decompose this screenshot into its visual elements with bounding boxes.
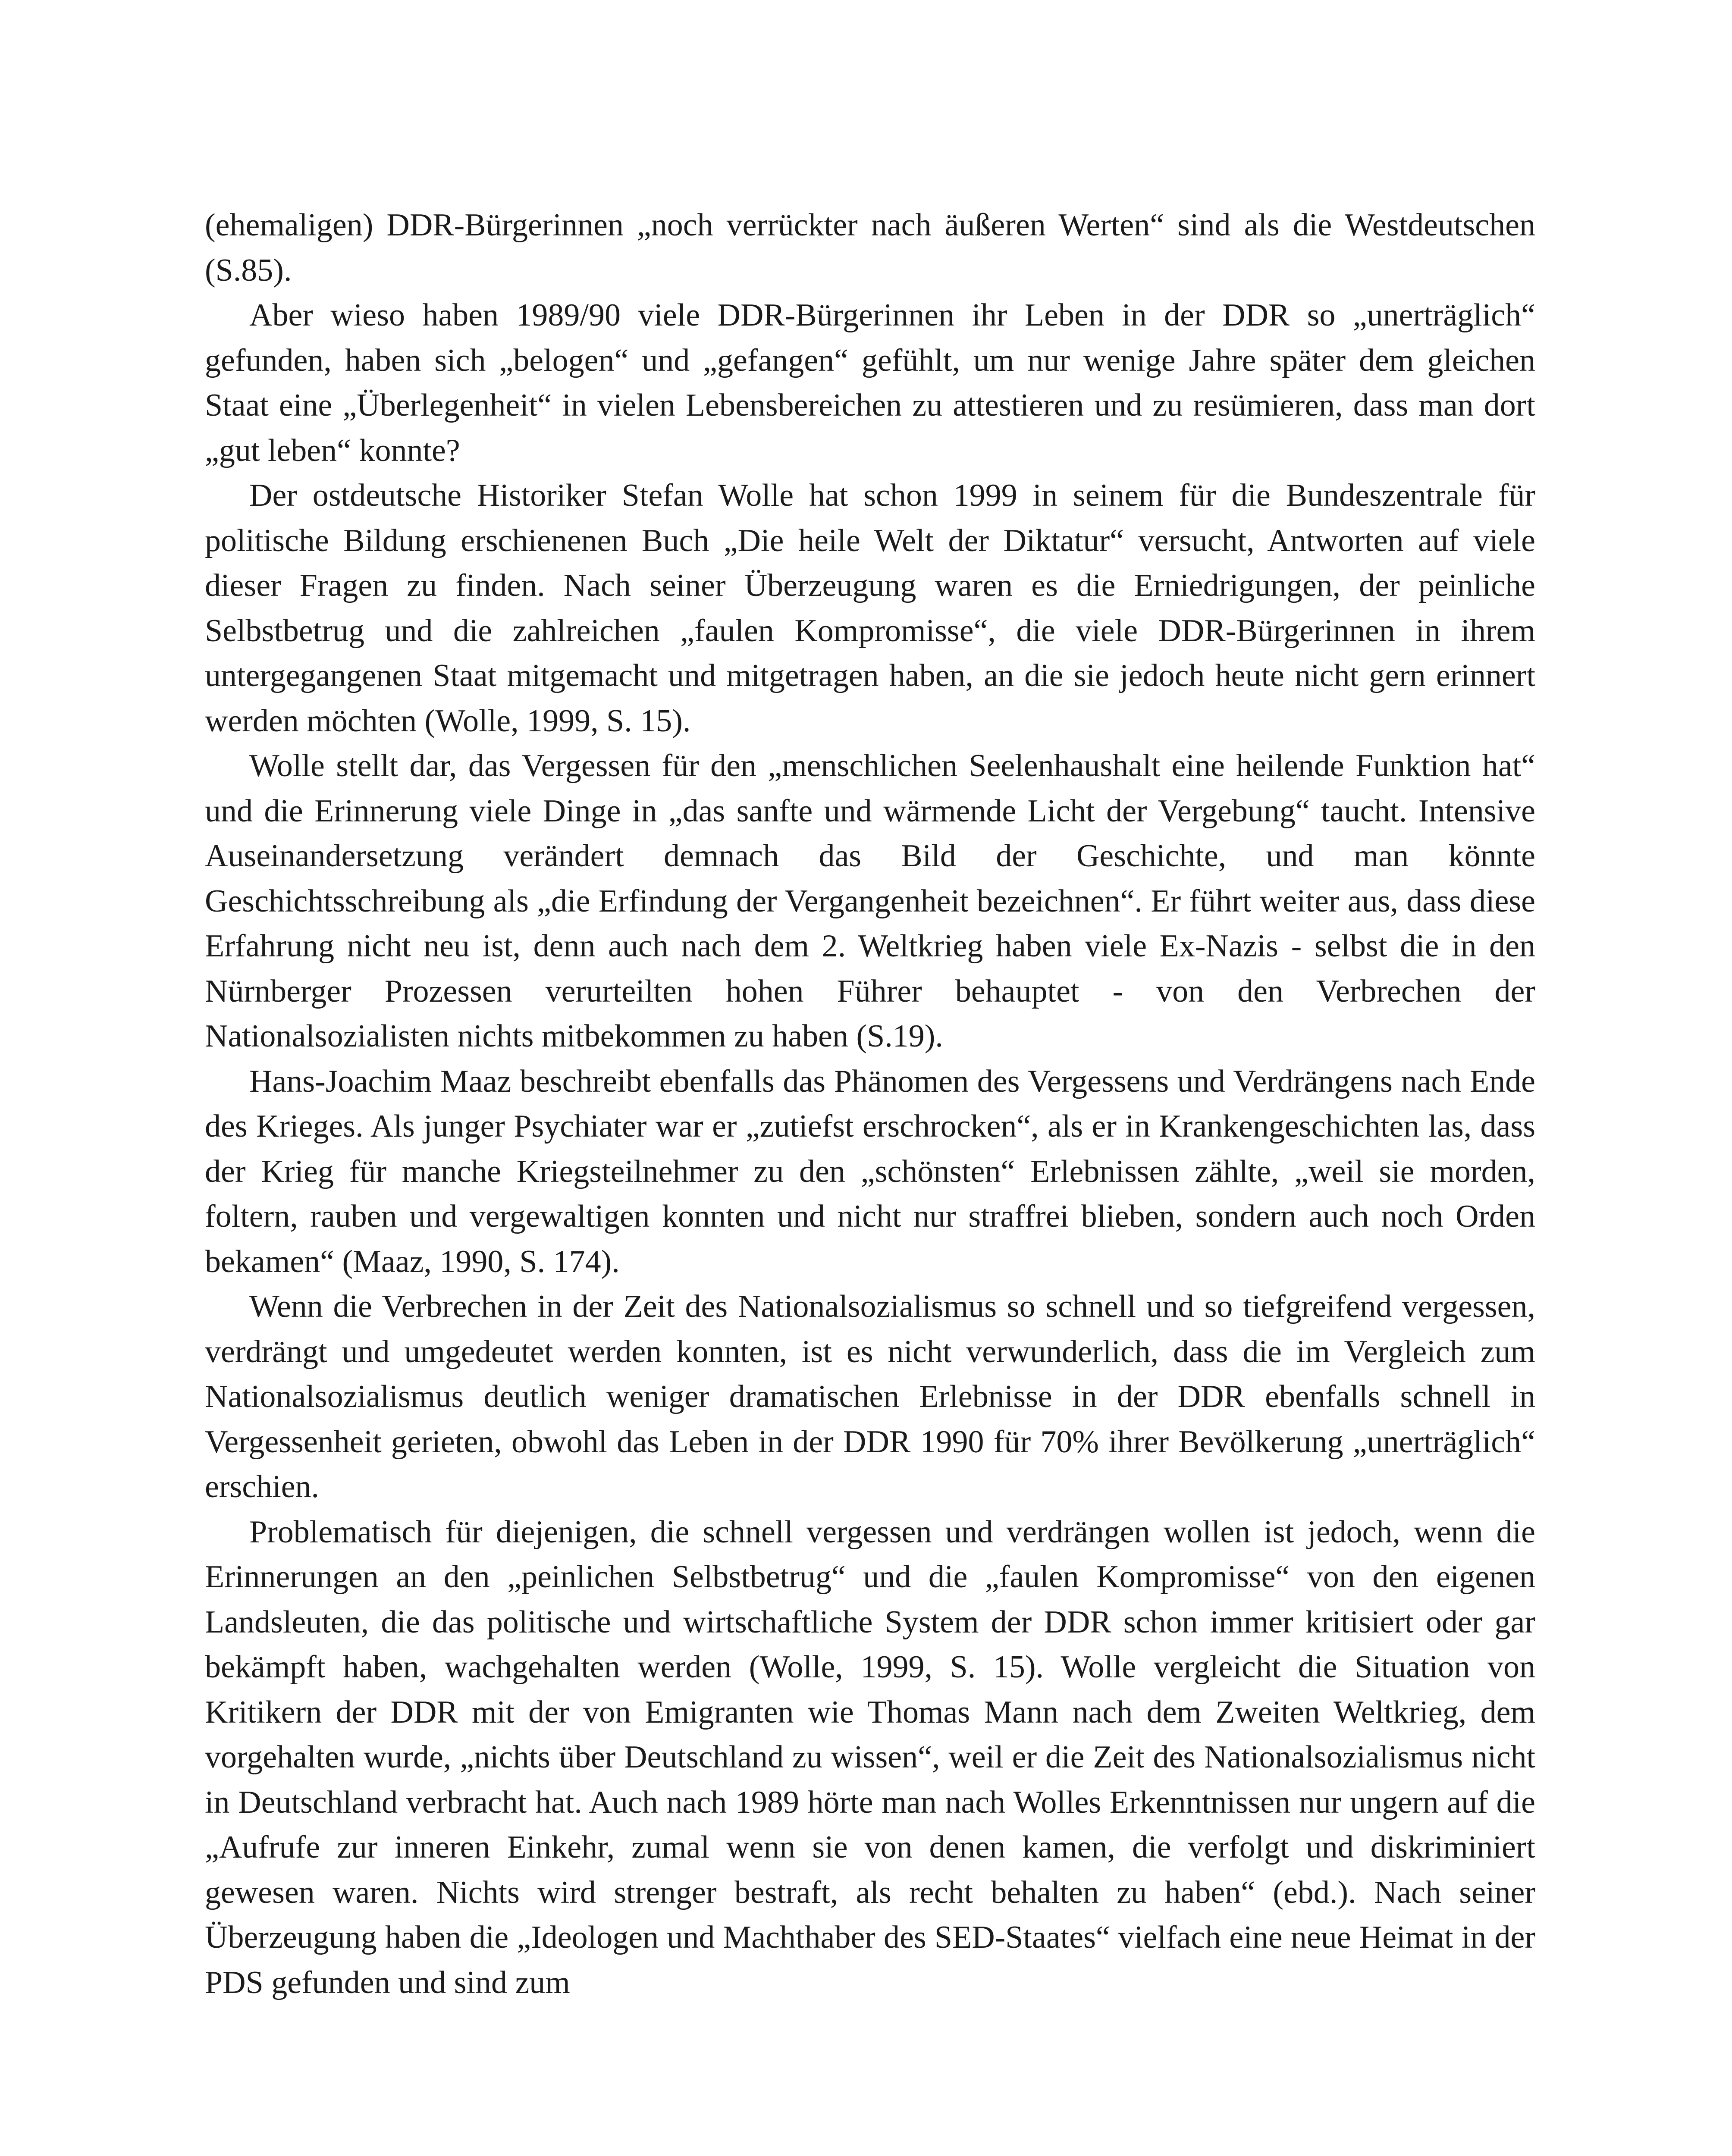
paragraph-1: (ehemaligen) DDR-Bürgerinnen „noch verrückter nach äußeren Werten“ sind als die Westdeutschen (S.85). [205,207,1535,288]
paragraph-7: Problematisch für diejenigen, die schnell vergessen und verdrängen wollen ist jedoch, wenn die Erinnerungen an den „peinlichen Selbstbetrug“ und die „faulen Kompromisse“ von den eigenen Landsleuten, die das politische und wirtschaftliche System der DDR schon immer kritisiert oder gar bekämpft haben, wachgehalten werden (Wolle, 1999, S. 15). Wolle vergleicht die Situation von Kritikern der DDR mit der von Emigranten wie Thomas Mann nach dem Zweiten Weltkrieg, dem vorgehalten wurde, „nichts über Deutschland zu wissen“, weil er die Zeit des Nationalsozialismus nicht in Deutschland verbracht hat. Auch nach 1989 hörte man nach Wolles Erkenntnissen nur ungern auf die „Aufrufe zur inneren Einkehr, zumal wenn sie von denen kamen, die verfolgt und diskriminiert gewesen waren. Nichts wird strenger bestraft, als recht behalten zu haben“ (ebd.). Nach seiner Überzeugung haben die „Ideologen und Machthaber des SED-Staates“ vielfach eine neue Heimat in der PDS gefunden und sind zum [205,1514,1535,2000]
paragraph-3: Der ostdeutsche Historiker Stefan Wolle hat schon 1999 in seinem für die Bundeszentrale für politische Bildung erschienenen Buch „Die heile Welt der Diktatur“ versucht, Antworten auf viele dieser Fragen zu finden. Nach seiner Überzeugung waren es die Erniedrigungen, der peinliche Selbstbetrug und die zahlreichen „faulen Kompromisse“, die viele DDR-Bürgerinnen in ihrem untergegangenen Staat mitgemacht und mitgetragen haben, an die sie jedoch heute nicht gern erinnert werden möchten (Wolle, 1999, S. 15). [205,478,1535,739]
paragraph-5: Hans-Joachim Maaz beschreibt ebenfalls das Phänomen des Vergessens und Verdrängens nach Ende des Krieges. Als junger Psychiater war er „zutiefst erschrocken“, als er in Krankengeschichten las, dass der Krieg für manche Kriegsteilnehmer zu den „schönsten“ Erlebnissen zählte, „weil sie morden, foltern, rauben und vergewaltigen konnten und nicht nur straffrei blieben, sondern auch noch Orden bekamen“ (Maaz, 1990, S. 174). [205,1063,1535,1279]
paragraph-2: Aber wieso haben 1989/90 viele DDR-Bürgerinnen ihr Leben in der DDR so „unerträglich“ gefunden, haben sich „belogen“ und „gefangen“ gefühlt, um nur wenige Jahre später dem gleichen Staat eine „Überlegenheit“ in vielen Lebensbereichen zu attestieren und zu resümieren, dass man dort „gut leben“ konnte? [205,298,1535,468]
paragraph-6: Wenn die Verbrechen in der Zeit des Nationalsozialismus so schnell und so tiefgreifend vergessen, verdrängt und umgedeutet werden konnten, ist es nicht verwunderlich, dass die im Vergleich zum Nationalsozialismus deutlich weniger dramatischen Erlebnisse in der DDR ebenfalls schnell in Vergessenheit gerieten, obwohl das Leben in der DDR 1990 für 70% ihrer Bevölkerung „unerträglich“ erschien. [205,1289,1535,1504]
paragraph-4: Wolle stellt dar, das Vergessen für den „menschlichen Seelenhaushalt eine heilende Funktion hat“ und die Erinnerung viele Dinge in „das sanfte und wärmende Licht der Vergebung“ taucht. Intensive Auseinandersetzung verändert demnach das Bild der Geschichte, und man könnte Geschichtsschreibung als „die Erfindung der Vergangenheit bezeichnen“. Er führt weiter aus, dass diese Erfahrung nicht neu ist, denn auch nach dem 2. Weltkrieg haben viele Ex-Nazis - selbst die in den Nürnberger Prozessen verurteilten hohen Führer behauptet - von den Verbrechen der Nationalsozialisten nichts mitbekommen zu haben (S.19). [205,748,1535,1054]
body-text [205,203,1535,2005]
